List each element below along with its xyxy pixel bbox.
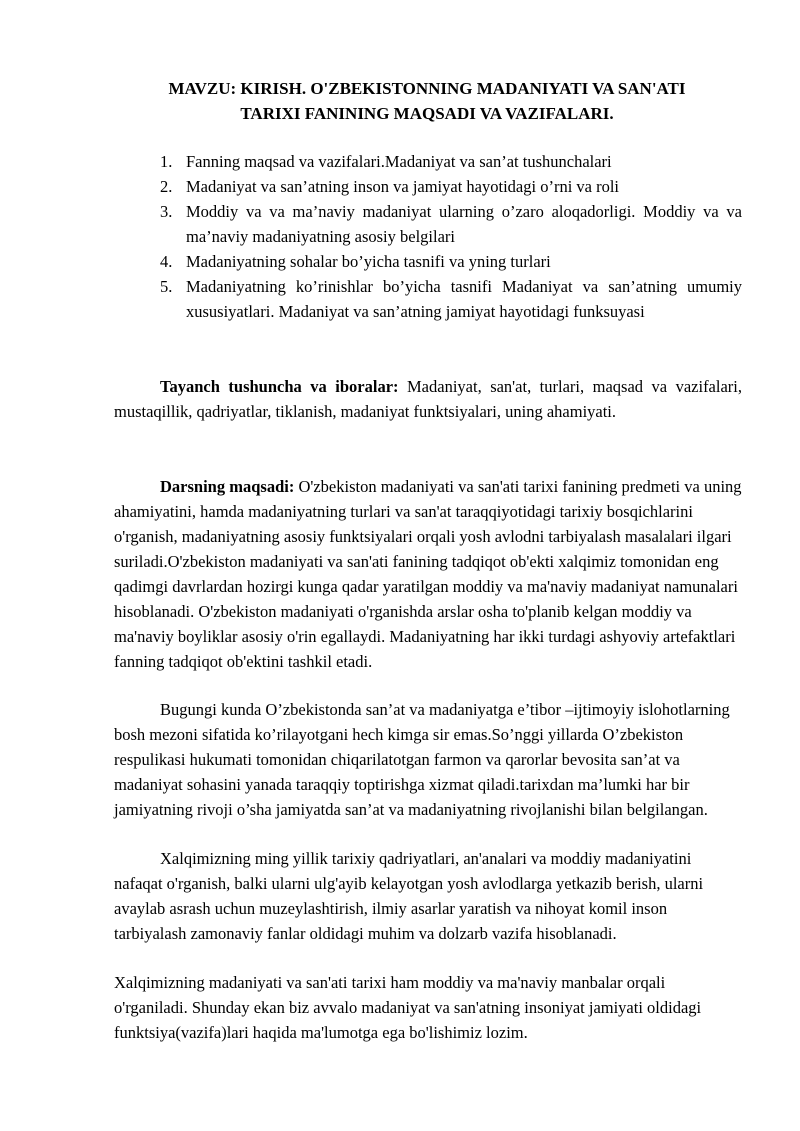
- list-item-number: 3.: [160, 202, 173, 221]
- key-terms-text: Madaniyat, san'at, turlari, maqsad va vazifalari, mustaqillik, qadriyatlar, tiklanish, madaniyat funktsiyalari, uning ahamiyati.: [114, 377, 742, 421]
- list-item-text: Moddiy va va ma’naviy madaniyat ularning o’zaro aloqadorligi. Moddiy va va ma’naviy madaniyatning asosiy belgilari: [186, 202, 742, 246]
- list-item-number: 2.: [160, 177, 173, 196]
- title-line-2: TARIXI FANINING MAQSADI VA VAZIFALARI.: [240, 104, 614, 123]
- lesson-goal-paragraph: [114, 474, 742, 674]
- document-title: [114, 76, 740, 126]
- topic-list: [114, 149, 742, 324]
- list-item-text: Madaniyatning ko’rinishlar bo’yicha tasnifi Madaniyat va san’atning umumiy xususiyatlari. Madaniyat va san’atning jamiyat hayotidagi funksuyasi: [186, 277, 742, 321]
- list-item-text: Madaniyatning sohalar bo’yicha tasnifi va yning turlari: [186, 252, 551, 271]
- title-line-1: MAVZU: KIRISH. O'ZBEKISTONNING MADANIYATI VA SAN'ATI: [168, 79, 686, 98]
- lesson-goal-label: Darsning maqsadi:: [160, 477, 295, 496]
- list-item: [114, 274, 742, 324]
- key-terms-label: Tayanch tushuncha va iboralar:: [160, 377, 399, 396]
- key-terms-paragraph: [114, 374, 742, 424]
- list-item: [114, 174, 742, 199]
- list-item-text: Madaniyat va san’atning inson va jamiyat hayotidagi o’rni va roli: [186, 177, 620, 196]
- body-paragraph-2: Xalqimizning ming yillik tarixiy qadriyatlari, an'analari va moddiy madaniyatini nafaqat o'rganish, balki ularni ulg'ayib kelayotgan yosh avlodlarga yetkazib berish, ularni avaylab asrash uchun muzeylashtirish, ilmiy asarlar yaratish va nihoyat komil inson tarbiyalash zamonaviy fanlar oldidagi muhim va dolzarb vazifa hisoblanadi.: [114, 849, 704, 943]
- body-paragraph-3: Xalqimizning madaniyati va san'ati tarixi ham moddiy va ma'naviy manbalar orqali o'rganiladi. Shunday ekan biz avvalo madaniyat va san'atning insoniyat jamiyati oldidagi funktsiya(vazifa)lari haqida ma'lumotga ega bo'lishimiz lozim.: [114, 973, 702, 1042]
- list-item-number: 4.: [160, 252, 173, 271]
- list-item-text: Fanning maqsad va vazifalari.Madaniyat va san’at tushunchalari: [186, 152, 612, 171]
- list-item: [114, 199, 742, 249]
- list-item-number: 5.: [160, 277, 173, 296]
- lesson-goal-text: O'zbekiston madaniyati va san'ati tarixi fanining predmeti va uning ahamiyatini, hamda madaniyatning turlari va san'at taraqqiyotidagi tarixiy bosqichlarini o'rganish, madaniyatning asosiy funktsiyalari orqali yosh avlodni tarbiyalash masalalari ilgari suriladi.O'zbekiston madaniyati va san'ati fanining tadqiqot ob'ekti xalqimiz tomonidan eng qadimgi davrlardan hozirgi kunga qadar yaratilgan moddiy va ma'naviy madaniyat namunalari hisoblanadi. O'zbekiston madaniyati o'rganishda arslar osha to'planib kelgan moddiy va ma'naviy boyliklar asosiy o'rin egallaydi. Madaniyatning har ikki turdagi ashyoviy artefaktlari fanning tadqiqot ob'ektini tashkil etadi.: [114, 477, 742, 671]
- list-item: [114, 249, 742, 274]
- list-item: [114, 149, 742, 174]
- list-item-number: 1.: [160, 152, 173, 171]
- body-paragraph-1: Bugungi kunda O’zbekistonda san’at va madaniyatga e’tibor –ijtimoyiy islohotlarning bosh mezoni sifatida ko’rilayotgani hech kimga sir emas.So’nggi yillarda O’zbekiston respulikasi hukumati tomonidan chiqarilatotgan farmon va qarorlar bevosita san’at va madaniyat sohasini yanada taraqqiy toptirishga xizmat qiladi.tarixdan ma’lumki har bir jamiyatning rivoji o’sha jamiyatda san’at va madaniyatning rivojlanishi bilan belgilangan.: [114, 700, 730, 819]
